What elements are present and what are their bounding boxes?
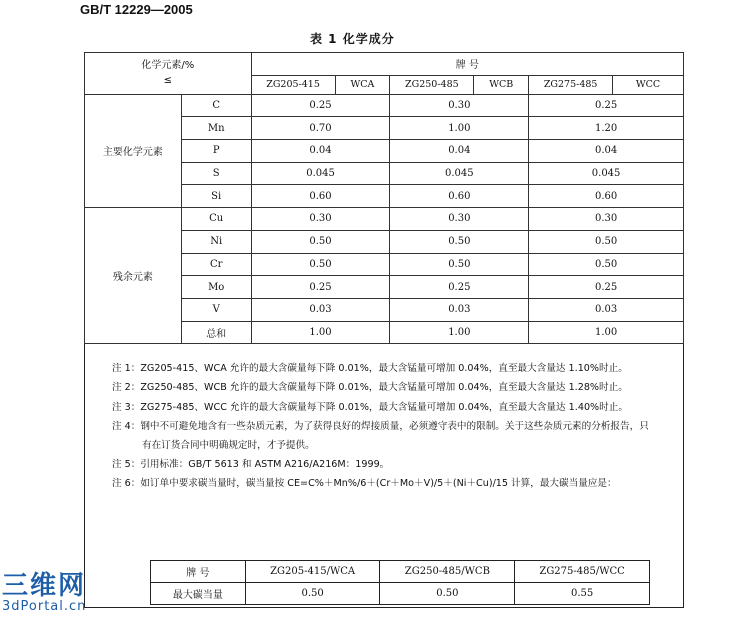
note-item: 注 2：ZG250-485、WCB 允许的最大含碳量每下降 0.01%，最大含锰量可增加 0.04%，直至最大含量达 1.28%时止。 xyxy=(112,382,628,394)
notes-section xyxy=(112,360,652,495)
carbon-value-cell: 0.50 xyxy=(245,583,380,605)
corner-line1: 化学元素/% xyxy=(141,60,195,72)
grade-header: ZG205-415 xyxy=(251,75,335,94)
element-cell: P xyxy=(181,140,251,163)
value-cell: 0.04 xyxy=(529,140,684,163)
carbon-grade-header: ZG205-415/WCA xyxy=(245,561,380,583)
value-cell: 0.30 xyxy=(529,208,684,231)
value-cell: 0.04 xyxy=(251,140,390,163)
value-cell: 0.045 xyxy=(390,162,529,185)
element-cell: 总和 xyxy=(181,321,251,344)
note-item: 注 5：引用标准：GB/T 5613 和 ASTM A216/A216M：1999。 xyxy=(112,459,390,471)
value-cell: 0.25 xyxy=(251,276,390,299)
grade-header: ZG275-485 xyxy=(529,75,613,94)
element-cell: Mo xyxy=(181,276,251,299)
element-cell: V xyxy=(181,298,251,321)
element-cell: Mn xyxy=(181,117,251,140)
carbon-value-cell: 0.55 xyxy=(515,583,650,605)
watermark-sub: 3dPortal.cn xyxy=(2,599,87,614)
carbon-equivalent-table xyxy=(150,560,650,605)
chemical-composition-table xyxy=(84,52,684,344)
value-cell: 0.30 xyxy=(390,94,529,117)
value-cell: 0.50 xyxy=(529,253,684,276)
value-cell: 0.60 xyxy=(251,185,390,208)
value-cell: 0.50 xyxy=(251,230,390,253)
value-cell: 0.50 xyxy=(390,230,529,253)
value-cell: 0.50 xyxy=(390,253,529,276)
note-item: 注 3：ZG275-485、WCC 允许的最大含碳量每下降 0.01%，最大含锰量可增加 0.04%，直至最大含量达 1.40%时止。 xyxy=(112,401,628,413)
value-cell: 0.045 xyxy=(251,162,390,185)
value-cell: 0.70 xyxy=(251,117,390,140)
note-item: 注 1：ZG205-415、WCA 允许的最大含碳量每下降 0.01%，最大含锰量可增加 0.04%，直至最大含量达 1.10%时止。 xyxy=(112,363,628,374)
value-cell: 0.30 xyxy=(251,208,390,231)
note-item: 注 6：如订单中要求碳当量时，碳当量按 CE=C%＋Mn%/6＋(Cr＋Mo＋V)/5＋(Ni＋Cu)/15 计算，最大碳当量应是： xyxy=(112,478,617,490)
value-cell: 0.03 xyxy=(529,298,684,321)
table-row xyxy=(85,208,684,231)
value-cell: 0.25 xyxy=(390,276,529,299)
value-cell: 0.60 xyxy=(390,185,529,208)
header-corner xyxy=(85,53,252,95)
value-cell: 0.25 xyxy=(529,276,684,299)
watermark-logo xyxy=(2,572,102,614)
grade-header: ZG250-485 xyxy=(390,75,474,94)
note-item: 注 4：钢中不可避免地含有一些杂质元素，为了获得良好的焊接质量，必须遵守表中的限制。关于这些杂质元素的分析报告，只有在订货合同中明确规定时，才予提供。 xyxy=(112,421,649,451)
value-cell: 1.00 xyxy=(390,117,529,140)
table-row xyxy=(85,94,684,117)
value-cell: 0.25 xyxy=(251,94,390,117)
value-cell: 0.03 xyxy=(251,298,390,321)
watermark-main: 三维网 xyxy=(2,571,87,601)
carbon-header-label: 牌 号 xyxy=(151,561,246,583)
value-cell: 1.00 xyxy=(390,321,529,344)
element-cell: Cr xyxy=(181,253,251,276)
value-cell: 1.00 xyxy=(251,321,390,344)
value-cell: 1.20 xyxy=(529,117,684,140)
value-cell: 0.045 xyxy=(529,162,684,185)
value-cell: 0.04 xyxy=(390,140,529,163)
element-cell: Si xyxy=(181,185,251,208)
grade-header: WCA xyxy=(335,75,390,94)
element-cell: C xyxy=(181,94,251,117)
element-cell: S xyxy=(181,162,251,185)
element-cell: Ni xyxy=(181,230,251,253)
value-cell: 0.03 xyxy=(390,298,529,321)
value-cell: 0.25 xyxy=(529,94,684,117)
element-cell: Cu xyxy=(181,208,251,231)
grade-header: WCB xyxy=(474,75,529,94)
brand-header: 牌 号 xyxy=(251,53,683,76)
value-cell: 0.50 xyxy=(251,253,390,276)
group-label: 主要化学元素 xyxy=(85,94,182,207)
value-cell: 0.50 xyxy=(529,230,684,253)
value-cell: 0.30 xyxy=(390,208,529,231)
carbon-grade-header: ZG275-485/WCC xyxy=(515,561,650,583)
value-cell: 0.60 xyxy=(529,185,684,208)
value-cell: 1.00 xyxy=(529,321,684,344)
corner-line2: ≤ xyxy=(163,75,172,87)
standard-code: GB/T 12229—2005 xyxy=(80,2,193,17)
table-title: 表 1 化学成分 xyxy=(310,32,395,46)
grade-header: WCC xyxy=(613,75,684,94)
carbon-row-label: 最大碳当量 xyxy=(151,583,246,605)
group-label: 残余元素 xyxy=(85,208,182,344)
carbon-grade-header: ZG250-485/WCB xyxy=(380,561,515,583)
carbon-value-cell: 0.50 xyxy=(380,583,515,605)
